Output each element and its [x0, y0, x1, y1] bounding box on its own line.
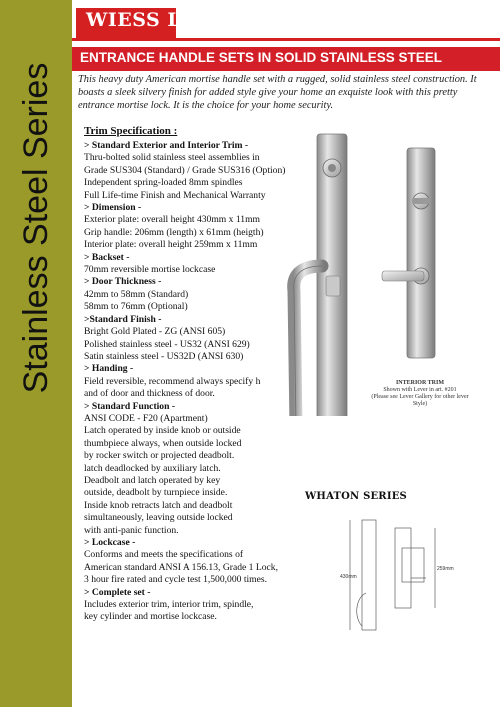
- spec-line: ANSI CODE - F20 (Apartment): [84, 412, 208, 424]
- spec-section-heading: > Dimension -: [84, 202, 142, 214]
- spec-line: 58mm to 76mm (Optional): [84, 301, 188, 313]
- page-title: ENTRANCE HANDLE SETS IN SOLID STAINLESS STEEL: [80, 50, 443, 65]
- spec-line: Independent spring-loaded 8mm spindles: [84, 177, 243, 189]
- spec-heading: Trim Specification :: [84, 125, 178, 137]
- spec-line: American standard ANSI A 156.13, Grade 1 Lock,: [84, 561, 278, 573]
- technical-diagram: [340, 508, 460, 648]
- dim-259-label: 259mm: [437, 566, 454, 572]
- spec-line: Deadbolt and latch operated by key: [84, 474, 221, 486]
- spec-line: 3 hour fire rated and cycle test 1,500,000 times.: [84, 574, 268, 586]
- spec-section-heading: > Lockcase -: [84, 537, 136, 548]
- spec-line: Latch operated by inside knob or outside: [84, 425, 241, 437]
- spec-section-heading: > Complete set -: [84, 586, 151, 598]
- series-label: Stainless Steel Series: [17, 62, 55, 394]
- spec-line: Bright Gold Plated - ZG (ANSI 605): [84, 326, 226, 338]
- spec-line: by rocker switch or projected deadbolt.: [84, 450, 235, 462]
- spec-line: latch deadlocked by auxiliary latch.: [84, 462, 221, 474]
- spec-line: and of door and thickness of door.: [84, 388, 215, 400]
- spec-line: Exterior plate: overall height 430mm x 11mm: [84, 214, 261, 226]
- spec-section-heading: >Standard Finish -: [84, 313, 162, 325]
- spec-line: 70mm reversible mortise lockcase: [84, 264, 216, 276]
- spec-line: outside, deadbolt by turnpiece inside.: [84, 487, 228, 499]
- caption-title: INTERIOR TRIM: [395, 380, 445, 386]
- spec-section-heading: > Standard Exterior and Interior Trim -: [84, 140, 249, 151]
- brand-logo: WIESS LOCK: [86, 9, 231, 31]
- spec-line: Includes exterior trim, interior trim, spindle,: [84, 599, 254, 611]
- spec-section-heading: > Backset -: [84, 251, 130, 263]
- series-title: WHATON SERIES: [305, 491, 407, 502]
- spec-line: thumbpiece always, when outside locked: [84, 437, 242, 449]
- caption-line1: Shown with Lever in art. #201: [383, 387, 457, 393]
- spec-line: Grade SUS304 (Standard) / Grade SUS316 (Option): [84, 164, 286, 176]
- caption-line2: (Please see Lever Gallery for other lever Style): [371, 394, 469, 407]
- series-sidebar: [0, 0, 72, 707]
- spec-line: Full Life-time Finish and Mechanical Warranty: [84, 189, 266, 201]
- spec-line: Inside knob retracts latch and deadbolt: [84, 499, 233, 511]
- spec-list: [84, 140, 284, 624]
- spec-line: simultaneously, leaving outside locked: [84, 512, 233, 524]
- spec-line: Conforms and meets the specifications of: [84, 549, 244, 561]
- spec-section-heading: > Standard Function -: [84, 400, 176, 412]
- spec-line: Polished stainless steel - US32 (ANSI 629): [84, 338, 250, 350]
- handle-set-image: [282, 126, 492, 416]
- spec-line: with anti-panic function.: [84, 524, 179, 536]
- logo-underline: [72, 38, 500, 41]
- dim-430-label: 430mm: [340, 574, 357, 580]
- image-caption: [365, 380, 475, 408]
- spec-section-heading: > Door Thickness -: [84, 276, 162, 288]
- spec-line: 42mm to 58mm (Standard): [84, 288, 189, 300]
- spec-line: Satin stainless steel - US32D (ANSI 630): [84, 350, 244, 362]
- spec-line: Grip handle: 206mm (length) x 61mm (heigth): [84, 226, 264, 238]
- spec-line: Thru-bolted solid stainless steel assemblies in: [84, 152, 260, 164]
- spec-line: Field reversible, recommend always specify h: [84, 375, 261, 387]
- spec-line: Interior plate: overall height 259mm x 11mm: [84, 239, 258, 251]
- spec-section-heading: > Handing -: [84, 363, 134, 375]
- intro-paragraph: This heavy duty American mortise handle set with a rugged, solid stainless steel construction. It boasts a sleek silvery finish for added style give your home an exquiste look with this pretty entrance mortise lock. It is the choice for your home security.: [78, 74, 477, 111]
- spec-line: key cylinder and mortise lockcase.: [84, 611, 217, 623]
